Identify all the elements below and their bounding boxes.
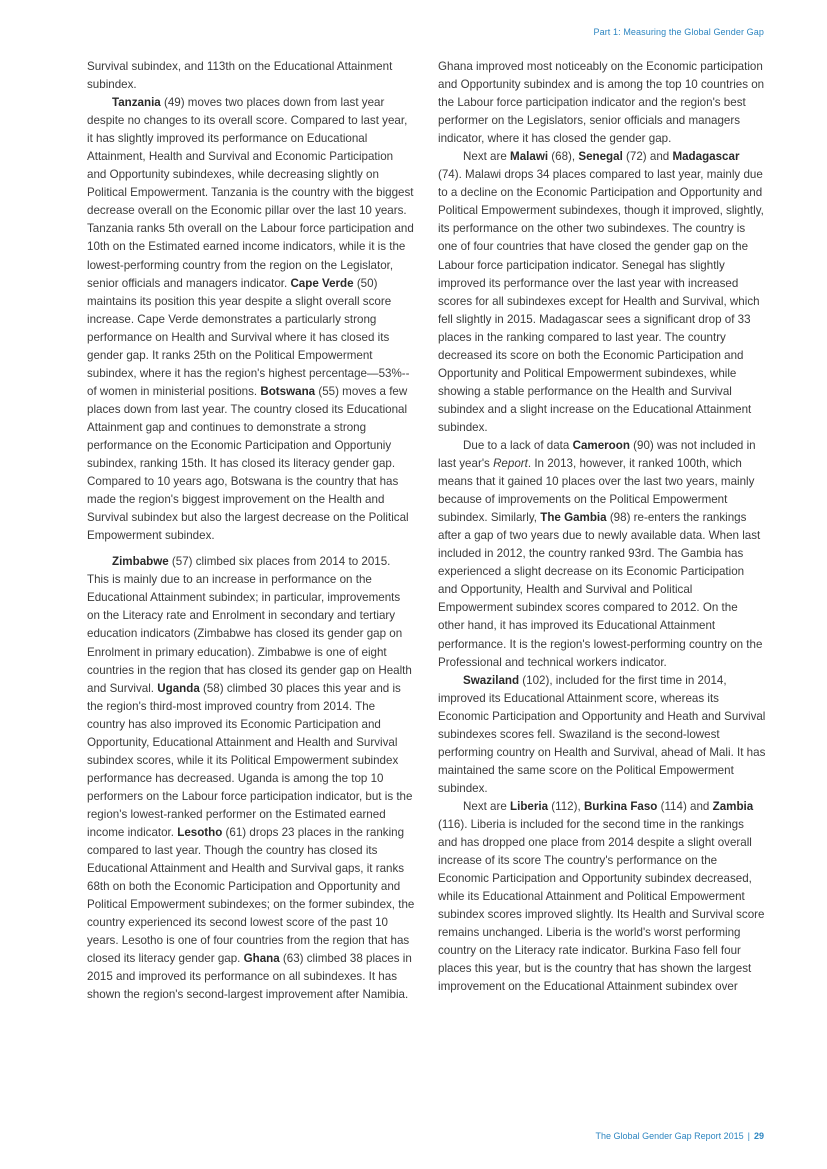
paragraph-tanzania: Tanzania (49) moves two places down from last year despite no changes to its overall score. Compared to last year, it has slightly improved its performance on Educational Attainment, Health and Survival and Economic Participation and Opportunity subindexes, while decreasing slightly on Political Empowerment. Tanzania is the country with the biggest decrease overall on the Economic pillar over the last 10 years. Tanzania ranks 5th overall on the Labour force participation and 10th on the Estimated earned income indicators, while it is the lowest-performing country from the region on the Legislator, senior officials and managers indicator. Cape Verde (50) maintains its position this year despite a slight overall score increase. Cape Verde demonstrates a particularly strong performance on Health and Survival where it has closed its gender gap. It ranks 25th on the Political Empowerment subindex, where it has the region's highest percentage—53%--of women in ministerial positions. Botswana (55) moves a few places down from last year. The country closed its Educational Attainment gap and continues to demonstrate a strong performance on the Economic Participation and Opportuniy subindex, ranking 15th. It has closed its literacy gender gap. Compared to 10 years ago, Botswana is the country that has made the region's biggest improvement on the Health and Survival subindex but also the largest decrease on the Political Empowerment subindex. [87,96,414,543]
country-name: Tanzania [112,96,161,110]
country-name: Madagascar [672,150,740,164]
page-number: 29 [753,1131,764,1141]
paragraph-liberia: Next are Liberia (112), Burkina Faso (114) and Zambia (116). Liberia is included for the second time in the rankings and has dropped one place from 2014 despite a slight overall increase of its score The country's performance on the Economic Participation and Opportunity subindex decreased, while its Educational Attainment and Political Empowerment subindex scores improved slightly. Its Health and Survival score remains unchanged. Liberia is the world's worst performing country on the Literacy rate indicator. Burkina Faso fell four places this year, but is the country that has shown the largest improvement on the Educational Attainment subindex over [438,799,765,994]
footer-report-title: The Global Gender Gap Report 2015 [595,1131,744,1141]
country-name: Ghana [243,952,280,966]
report-title-italic: Report [493,457,528,471]
paragraph: Survival subindex, and 113th on the Educational Attainment subindex. [87,60,393,92]
right-column [438,58,766,996]
running-header: Part 1: Measuring the Global Gender Gap [593,27,764,37]
footer-separator: | [747,1131,750,1141]
left-column [87,58,415,1004]
country-name: Uganda [157,681,200,695]
paragraph: Ghana improved most noticeably on the Economic participation and Opportunity subindex and is among the top 10 countries on the Labour force participation indicator and the region's best performer on the Legislators, senior officials and managers indicator, where it has closed the gender gap. [438,60,765,146]
country-name: Zambia [712,799,754,813]
country-name: Botswana [260,384,316,398]
country-name: Cameroon [572,438,630,452]
country-name: Burkina Faso [583,799,658,813]
country-name: Cape Verde [290,276,354,290]
page-footer [596,1131,764,1141]
country-name: Malawi [510,150,549,164]
paragraph-swaziland: Swaziland (102), included for the first time in 2014, improved its Educational Attainment score, whereas its Economic Participation and Opportunity and Heath and Survival subindexes scores fell. Swaziland is the second-lowest performing country on Health and Survival, ahead of Mali. It has maintained the same score on the Political Empowerment subindex. [438,673,766,795]
paragraph-malawi: Next are Malawi (68), Senegal (72) and Madagascar (74). Malawi drops 34 places compared to last year, mainly due to a decline on the Economic Participation and Opportunity and Political Empowerment subindexes, though it improved, slightly, its performance on the other two subindexes. The country is one of four countries that have closed the gender gap on the Labour force participation indicator. Senegal has slightly improved its performance over the last year with increased scores for all subindexes except for Health and Survival, which fell slightly in 2015. Madagascar sees a significant drop of 33 places in the ranking compared to last year. The country decreased its score on both the Economic Participation and Opportunity and Political Empowerment subindexes, while showing a stable performance on the Health and Survival subindex and a slight increase on the Educational Attainment subindex. [438,150,764,434]
country-name: Liberia [510,799,549,813]
country-name: Swaziland [463,673,520,687]
paragraph-zimbabwe: Zimbabwe (57) climbed six places from 2014 to 2015. This is mainly due to an increase in performance on the Educational Attainment subindex; in particular, improvements on the Literacy rate and Enrolment in secondary and tertiary education indicators (Zimbabwe has closed its gender gap on Enrolment in primary education). Zimbabwe is one of eight countries in the region that has closed its gender gap on Health and Survival. Uganda (58) climbed 30 places this year and is the region's third-most improved country from 2014. The country has also improved its Economic Participation and Opportunity, Educational Attainment and Health and Survival subindex scores, while it its Political Empowerment subindex performance has decreased. Uganda is among the top 10 performers on the Labour force participation indicator, but is the region's lowest-ranked performer on the Estimated earned income indicator. Lesotho (61) drops 23 places in the ranking compared to last year. Though the country has closed its Educational Attainment and Health and Survival gaps, it ranks 68th on both the Economic Participation and Opportunity and Political Empowerment subindexes; on the former subindex, the country experienced its second lowest score of the past 10 years. Lesotho is one of four countries from the region that has closed its literacy gender gap. Ghana (63) climbed 38 places in 2015 and improved its performance on all subindexes. It has shown the region's second-largest improvement after Namibia. [87,555,415,1002]
paragraph-cameroon: Due to a lack of data Cameroon (90) was not included in last year's Report. In 2013, however, it ranked 100th, which means that it gained 10 places over the last two years, mainly because of improvements on the Political Empowerment subindex. Similarly, The Gambia (98) re-enters the rankings after a gap of two years due to newly available data. When last included in 2012, the country ranked 93rd. The Gambia has experienced a slight decrease on its Economic Participation and Opportunity, Health and Survival and Political Empowerment subindex scores compared to 2012. On the other hand, it has improved its Educational Attainment performance. It is the region's lowest-performing country on the Professional and technical workers indicator. [438,438,763,669]
country-name: Lesotho [177,825,223,839]
country-name: Zimbabwe [112,555,169,569]
country-name: Senegal [578,150,623,164]
country-name: The Gambia [540,511,607,525]
